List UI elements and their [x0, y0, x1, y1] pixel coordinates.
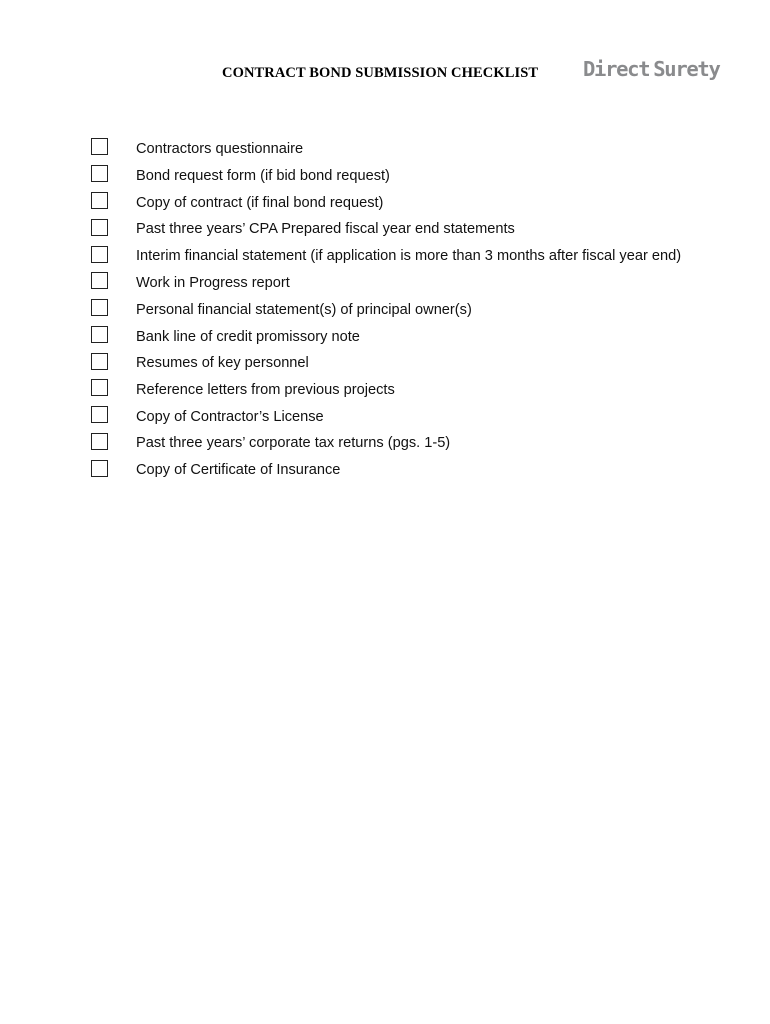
logo-word-surety: Surety — [653, 57, 720, 81]
checklist-item-label: Work in Progress report — [136, 275, 290, 291]
checkbox[interactable] — [91, 138, 108, 155]
checkbox[interactable] — [91, 326, 108, 343]
checklist-item-personal-financial-statement — [0, 299, 770, 323]
checklist-item-certificate-of-insurance — [0, 460, 770, 484]
checklist-item-label: Contractors questionnaire — [136, 141, 304, 157]
checklist-item-label: Copy of Certificate of Insurance — [136, 462, 341, 478]
checklist-item-contractors-license — [0, 406, 770, 430]
checklist-item-label: Bank line of credit promissory note — [136, 329, 360, 345]
checkbox[interactable] — [91, 246, 108, 263]
checklist-item-copy-of-contract — [0, 192, 770, 216]
checkbox[interactable] — [91, 406, 108, 423]
checklist-item-bank-line-of-credit — [0, 326, 770, 350]
checkbox[interactable] — [91, 353, 108, 370]
checklist-item-label: Copy of Contractor’s License — [136, 409, 324, 425]
checklist-item-label: Interim financial statement (if application is more than 3 months after fiscal year end) — [136, 248, 682, 264]
checkbox[interactable] — [91, 219, 108, 236]
checklist-item-label: Copy of contract (if final bond request) — [136, 195, 384, 211]
logo-word-direct: Direct — [583, 57, 650, 81]
checklist-item-label: Personal financial statement(s) of principal owner(s) — [136, 302, 472, 318]
checklist-item-work-in-progress — [0, 272, 770, 296]
checklist-item-resumes — [0, 353, 770, 377]
checkbox[interactable] — [91, 272, 108, 289]
checkbox[interactable] — [91, 192, 108, 209]
checkbox[interactable] — [91, 433, 108, 450]
checkbox[interactable] — [91, 460, 108, 477]
checklist-item-contractors-questionnaire — [0, 138, 770, 162]
checkbox[interactable] — [91, 379, 108, 396]
checklist-item-label: Bond request form (if bid bond request) — [136, 168, 390, 184]
document-title: CONTRACT BOND SUBMISSION CHECKLIST — [222, 65, 539, 81]
checklist-item-label: Past three years’ CPA Prepared fiscal year end statements — [136, 221, 515, 237]
checklist-item-label: Past three years’ corporate tax returns (pgs. 1-5) — [136, 435, 451, 451]
checkbox[interactable] — [91, 165, 108, 182]
checklist-item-label: Reference letters from previous projects — [136, 382, 395, 398]
checklist-item-interim-financial-statement — [0, 246, 770, 270]
checklist-item-label: Resumes of key personnel — [136, 355, 309, 371]
checklist-item-bond-request-form — [0, 165, 770, 189]
checklist-item-reference-letters — [0, 379, 770, 403]
checklist-item-cpa-statements — [0, 219, 770, 243]
checklist-item-corporate-tax-returns — [0, 433, 770, 457]
checkbox[interactable] — [91, 299, 108, 316]
